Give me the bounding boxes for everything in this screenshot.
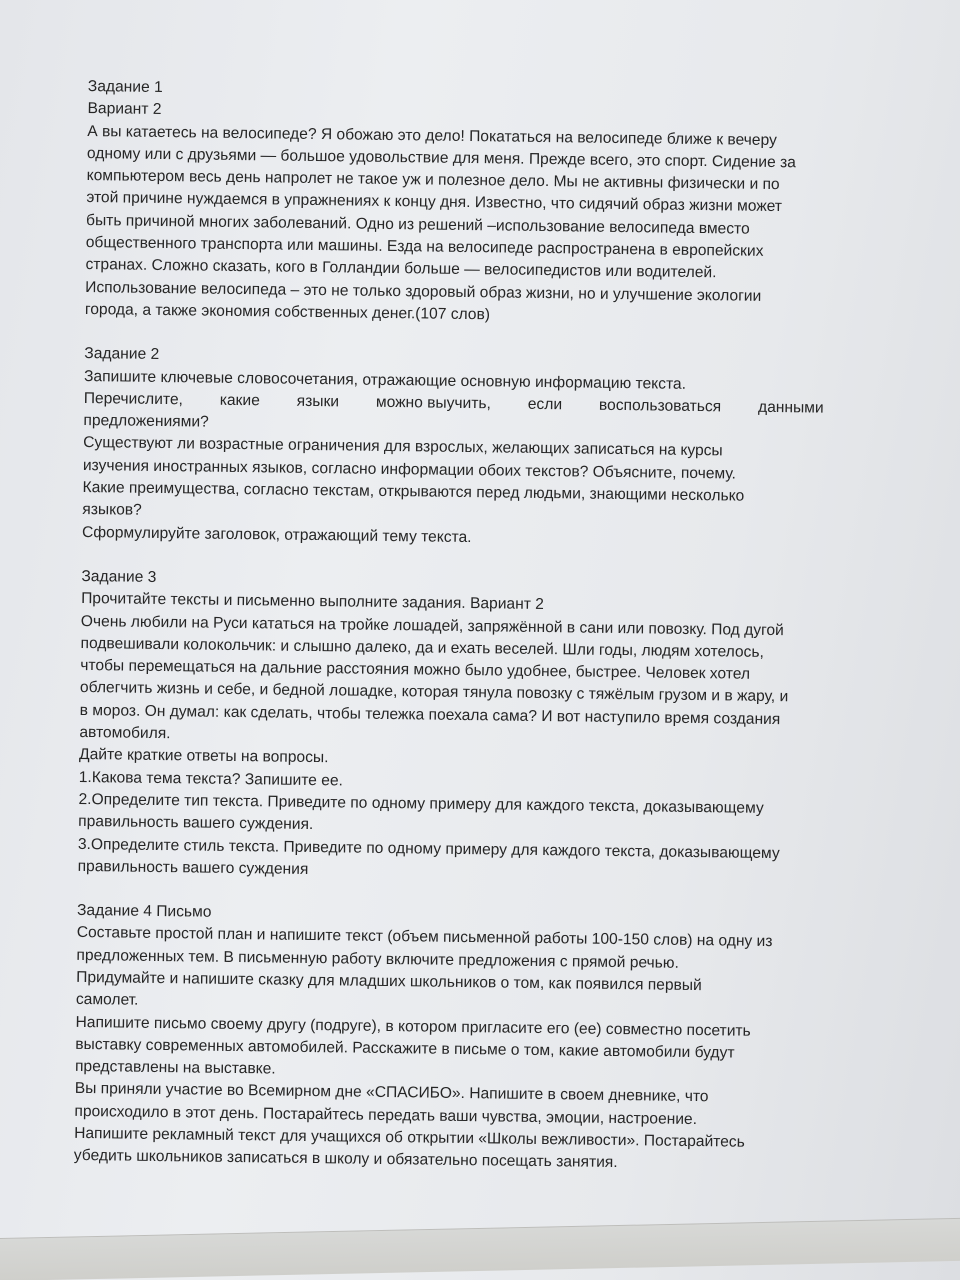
justified-word: какие — [219, 391, 260, 410]
task-4-section — [74, 900, 887, 1178]
task-3-line: чтобы перемещаться на дальние расстояния можно было удобнее, быстрее. Человек хотел — [80, 657, 751, 683]
justified-word: можно выучить, — [375, 393, 492, 413]
task-1-line: компьютером весь день напролет не такое уж и полезное дело. Мы не активны физически и по — [86, 167, 780, 194]
task-2-line: изучения иностранных языков, согласно информации обоих текстов? Объясните, почему. — [82, 456, 737, 483]
task-4-line: самолет. — [75, 991, 139, 1010]
task-3-line: Очень любили на Руси кататься на тройке лошадей, запряжённой в сани или повозку. Под дугой — [80, 612, 784, 639]
task-4-line: Напишите рекламный текст для учащихся об открытии «Школы вежливости». Постарайтесь — [74, 1124, 745, 1151]
task-2-line: Какие преимущества, согласно текстам, открываются перед людьми, знающими несколько — [82, 479, 745, 505]
justified-word: языки — [296, 392, 340, 411]
task-4-line: Придумайте и напишите сказку для младших школьников о том, как появился первый — [76, 968, 702, 995]
task-3-line: правильность вашего суждения. — [78, 813, 314, 834]
task-3-line: 1.Какова тема текста? Запишите ее. — [78, 768, 344, 790]
task-3-line: правильность вашего суждения — [77, 857, 309, 878]
task-4-line: выставку современных автомобилей. Расскажите в письме о том, какие автомобили будут — [75, 1035, 735, 1062]
task-4-line: Напишите письмо своему другу (подруге), в котором пригласите его (ее) совместно посетить — [75, 1013, 751, 1040]
task-1-section — [85, 76, 898, 332]
task-2-line: Существуют ли возрастные ограничения для взрослых, желающих записаться на курсы — [83, 434, 723, 460]
justified-word: если — [527, 395, 563, 414]
paper-bottom-edge — [0, 1218, 960, 1280]
task-4-line: представлены на выставке. — [74, 1058, 276, 1078]
task-2-heading: Задание 2 — [84, 345, 160, 364]
task-3-line: 2.Определите тип текста. Приведите по одному примеру для каждого текста, доказывающему — [78, 790, 764, 817]
task-1-line: А вы катаетесь на велосипеде? Я обожаю это дело! Покататься на велосипеде ближе к вечеру — [87, 122, 777, 149]
task-2-line: языков? — [82, 501, 142, 520]
task-3-line: автомобиля. — [79, 723, 171, 743]
task-3-heading: Задание 3 — [81, 567, 157, 586]
document-body — [73, 76, 898, 1200]
task-1-line: быть причиной многих заболеваний. Одно из решений –использование велосипеда вместо — [86, 211, 750, 238]
task-3-line: Прочитайте тексты и письменно выполните задания. Вариант 2 — [81, 590, 545, 614]
task-1-line: одному или с друзьями — большое удовольствие для меня. Прежде всего, это спорт. Сидение за — [86, 144, 796, 172]
task-1-line: Использование велосипеда – это не только здоровый образ жизни, но и улучшение экологии — [85, 278, 762, 305]
task-1-variant: Вариант 2 — [87, 100, 162, 119]
task-1-heading: Задание 1 — [87, 77, 163, 96]
task-2-line: Сформулируйте заголовок, отражающий тему текста. — [81, 523, 472, 546]
task-3-line: облегчить жизнь и себе, и бедной лошадке, которая тянула повозку с тяжёлым грузом и в жару, и — [79, 679, 789, 706]
task-1-line: города, а также экономия собственных денег.(107 слов) — [84, 300, 491, 324]
task-4-line: Составьте простой план и напишите текст (объем письменной работы 100-150 слов) на одну из — [76, 924, 773, 951]
justified-word: данными — [757, 398, 824, 417]
justified-word: Перечислите, — [83, 389, 184, 409]
task-3-line: Дайте краткие ответы на вопросы. — [79, 746, 329, 767]
justified-word: воспользоваться — [598, 396, 722, 416]
task-3-line: подвешивали колокольчик: и слышно далеко, да и ехать веселей. Шли годы, людям хотелось, — [80, 634, 764, 661]
task-2-line: Запишите ключевые словосочетания, отражающие основную информацию текста. — [83, 367, 687, 393]
task-2-line: предложениями? — [83, 412, 209, 431]
task-3-line: в мороз. Он думал: как сделать, чтобы тележка поехала сама? И вот наступило время создания — [79, 701, 781, 728]
task-4-line: происходило в этот день. Постарайтесь передать ваши чувства, эмоции, настроение. — [74, 1102, 698, 1128]
task-1-line: общественного транспорта или машины. Езда на велосипеде распространена в европейских — [85, 234, 764, 260]
task-4-line: предложенных тем. В письменную работу включите предложения с прямой речью. — [76, 946, 679, 972]
task-2-section — [82, 343, 895, 554]
task-3-section — [78, 566, 892, 889]
task-4-line: Вы приняли участие во Всемирном дне «СПАСИБО». Напишите в своем дневнике, что — [74, 1080, 709, 1106]
task-4-line: убедить школьников записаться в школу и обязательно посещать занятия. — [73, 1147, 618, 1172]
task-4-heading: Задание 4 Письмо — [76, 902, 212, 921]
task-1-line: странах. Сложно сказать, кого в Голландии больше — велосипедистов или водителей. — [85, 256, 717, 282]
task-3-line: 3.Определите стиль текста. Приведите по одному примеру для каждого текста, доказывающему — [77, 835, 780, 862]
task-1-line: этой причине нуждаемся в упражнениях к концу дня. Известно, что сидячий образ жизни может — [86, 189, 783, 216]
